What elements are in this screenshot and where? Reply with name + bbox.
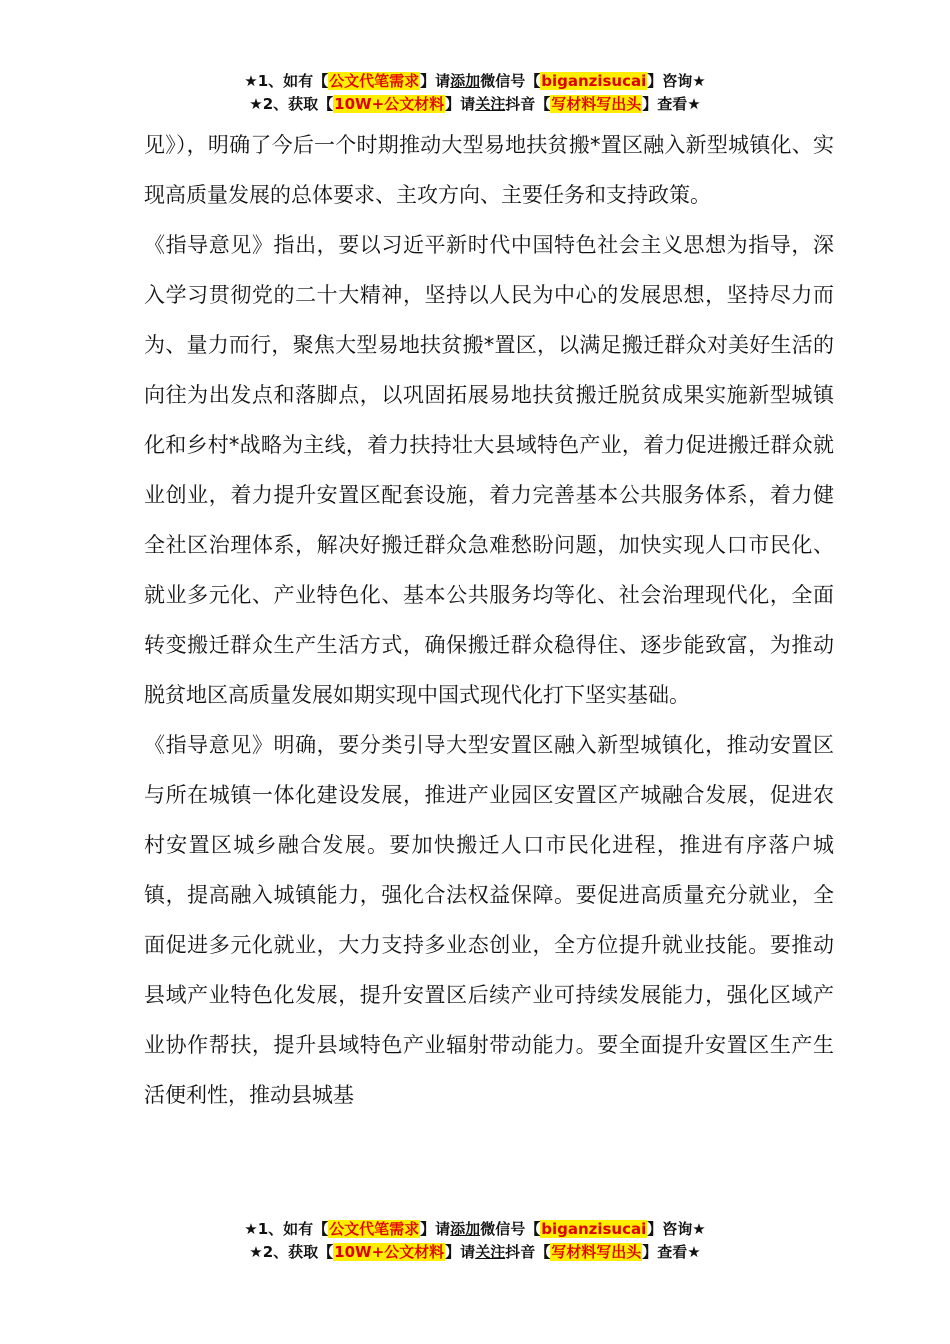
banner-text: 】请 bbox=[445, 1243, 476, 1261]
banner-line-2 bbox=[0, 1241, 950, 1264]
paragraph: 《指导意见》指出，要以习近平新时代中国特色社会主义思想为指导，深入学习贯彻党的二十大精神，坚持以人民为中心的发展思想，坚持尽力而为、量力而行，聚焦大型易地扶贫搬*置区，以满足搬迁群众对美好生活的向往为出发点和落脚点，以巩固拓展易地扶贫搬迁脱贫成果实施新型城镇化和乡村*战略为主线，着力扶持壮大县域特色产业，着力促进搬迁群众就业创业，着力提升安置区配套设施，着力完善基本公共服务体系，着力健全社区治理体系，解决好搬迁群众急难愁盼问题，加快实现人口市民化、就业多元化、产业特色化、基本公共服务均等化、社会治理现代化，全面转变搬迁群众生产生活方式，确保搬迁群众稳得住、逐步能致富，为推动脱贫地区高质量发展如期实现中国式现代化打下坚实基础。 bbox=[144, 233, 834, 707]
header-banner bbox=[0, 70, 950, 116]
banner-underlined-text: 关注 bbox=[475, 95, 506, 113]
star-icon: ★ bbox=[692, 72, 706, 90]
banner-line-1 bbox=[0, 1218, 950, 1241]
star-icon: ★ bbox=[692, 1220, 706, 1238]
banner-text: 】咨询 bbox=[647, 1220, 693, 1238]
banner-text: 1、如有【 bbox=[257, 1220, 329, 1238]
douyin-id-highlight: 写材料写出头 bbox=[551, 1243, 642, 1261]
banner-underlined-text: 关注 bbox=[475, 1243, 506, 1261]
banner-text: 抖音【 bbox=[505, 95, 551, 113]
star-icon: ★ bbox=[249, 95, 263, 113]
paragraph: 《指导意见》明确，要分类引导大型安置区融入新型城镇化，推动安置区与所在城镇一体化建设发展，推进产业园区安置区产城融合发展，促进农村安置区城乡融合发展。要加快搬迁人口市民化进程，推进有序落户城镇，提高融入城镇能力，强化合法权益保障。要促进高质量充分就业，全面促进多元化就业，大力支持多业态创业，全方位提升就业技能。要推动县域产业特色化发展，提升安置区后续产业可持续发展能力，强化区域产业协作帮扶，提升县域特色产业辐射带动能力。要全面提升安置区生产生活便利性，推动县城基 bbox=[144, 733, 834, 1107]
banner-underlined-text: 添加 bbox=[450, 72, 481, 90]
banner-line-1 bbox=[0, 70, 950, 93]
banner-highlight: 公文代笔需求 bbox=[329, 1220, 420, 1238]
banner-underlined-text: 添加 bbox=[450, 1220, 481, 1238]
paragraph: 见》），明确了今后一个时期推动大型易地扶贫搬*置区融入新型城镇化、实现高质量发展的总体要求、主攻方向、主要任务和支持政策。 bbox=[144, 133, 834, 207]
banner-text: 】查看 bbox=[642, 1243, 688, 1261]
star-icon: ★ bbox=[687, 95, 701, 113]
banner-text: 抖音【 bbox=[505, 1243, 551, 1261]
star-icon: ★ bbox=[249, 1243, 263, 1261]
banner-text: 】查看 bbox=[642, 95, 688, 113]
star-icon: ★ bbox=[687, 1243, 701, 1261]
douyin-id-highlight: 写材料写出头 bbox=[551, 95, 642, 113]
document-body bbox=[144, 120, 834, 1120]
banner-text: 1、如有【 bbox=[257, 72, 329, 90]
footer-banner bbox=[0, 1218, 950, 1264]
star-icon: ★ bbox=[244, 1220, 258, 1238]
banner-text: 2、获取【 bbox=[262, 95, 334, 113]
star-icon: ★ bbox=[244, 72, 258, 90]
banner-highlight: 10W+公文材料 bbox=[334, 1243, 445, 1261]
banner-text: 】请 bbox=[445, 95, 476, 113]
banner-text: 微信号【 bbox=[480, 72, 541, 90]
banner-text: 2、获取【 bbox=[262, 1243, 334, 1261]
banner-text: 】请 bbox=[420, 72, 451, 90]
banner-line-2 bbox=[0, 93, 950, 116]
banner-text: 】请 bbox=[420, 1220, 451, 1238]
banner-text: 微信号【 bbox=[480, 1220, 541, 1238]
banner-text: 】咨询 bbox=[647, 72, 693, 90]
wechat-id-highlight: biganzisucai bbox=[541, 72, 647, 90]
banner-highlight: 公文代笔需求 bbox=[329, 72, 420, 90]
wechat-id-highlight: biganzisucai bbox=[541, 1220, 647, 1238]
banner-highlight: 10W+公文材料 bbox=[334, 95, 445, 113]
